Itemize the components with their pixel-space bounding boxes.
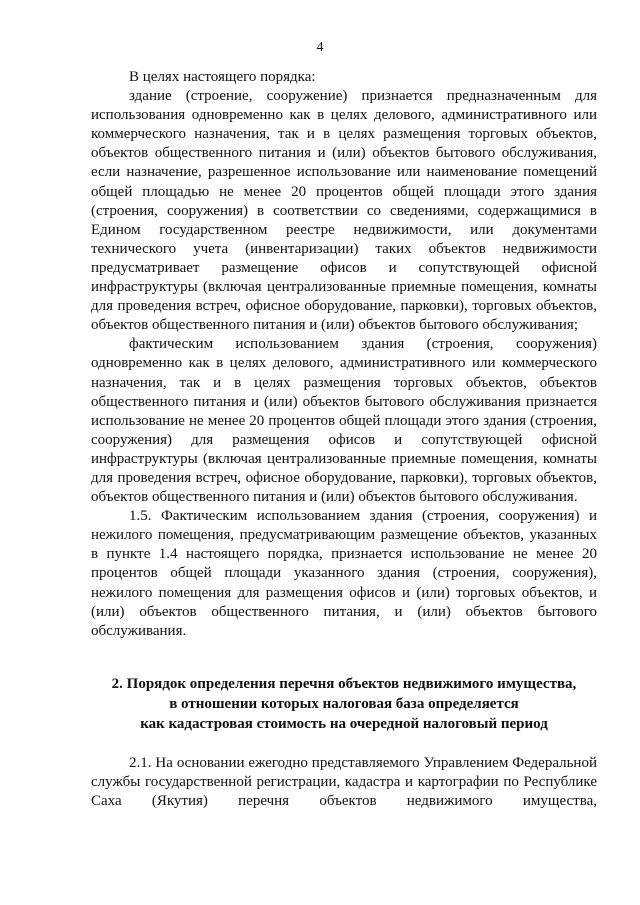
section-2-heading [91,674,597,734]
paragraph-2-1: 2.1. На основании ежегодно представляемого Управлением Федеральной службы государственной регистрации, кадастра и картографии по Республике Саха (Якутия) перечня объектов недвижимого имущества, [91,754,597,809]
section-2-heading-line-1: 2. Порядок определения перечня объектов недвижимого имущества, [111,675,577,692]
document-body [91,68,597,811]
intro-line: В целях настоящего порядка: [129,69,316,85]
page-number: 4 [316,40,324,55]
paragraph-building-definition: здание (строение, сооружение) признается предназначенным для использования одновременно как в целях делового, административного или коммерческого назначения, так и в целях размещения торговых объектов, объектов общественного питания и (или) объектов бытового обслуживания, если назначение, разрешенное использование или наименование помещений общей площадью не менее 20 процентов общей площади этого здания (строения, сооружения) в соответствии со сведениями, содержащимися в Едином государственном реестре недвижимости, или документами технического учета (инвентаризации) таких объектов недвижимости предусматривает размещение офисов и сопутствующей офисной инфраструктуры (включая централизованные приемные помещения, комнаты для проведения встреч, офисное оборудование, парковки), торговых объектов, объектов общественного питания и (или) объектов бытового обслуживания; [91,88,597,334]
section-2-heading-line-2: в отношении которых налоговая база определяется [169,695,519,712]
spacer [91,734,597,754]
paragraph-actual-use-definition: фактическим использованием здания (строения, сооружения) одновременно как в целях делового, административного или коммерческого назначения, так и в целях размещения торговых объектов, объектов общественного питания и (или) объектов бытового обслуживания признается использование не менее 20 процентов общей площади этого здания (строения, сооружения) для размещения офисов и сопутствующей офисной инфраструктуры (включая централизованные приемные помещения, комнаты для проведения встреч, офисное оборудование, парковки), торговых объектов, объектов общественного питания и (или) объектов бытового обслуживания. [91,336,597,506]
section-2-heading-line-3: как кадастровая стоимость на очередной налоговый период [140,715,548,732]
paragraph-1-5: 1.5. Фактическим использованием здания (строения, сооружения) и нежилого помещения, предусматривающим размещение объектов, указанных в пункте 1.4 настоящего порядка, признается использование не менее 20 процентов общей площади указанного здания (строения, сооружения), нежилого помещения для размещения офисов и (или) торговых объектов, и (или) объектов общественного питания, и (или) объектов бытового обслуживания. [91,508,597,639]
